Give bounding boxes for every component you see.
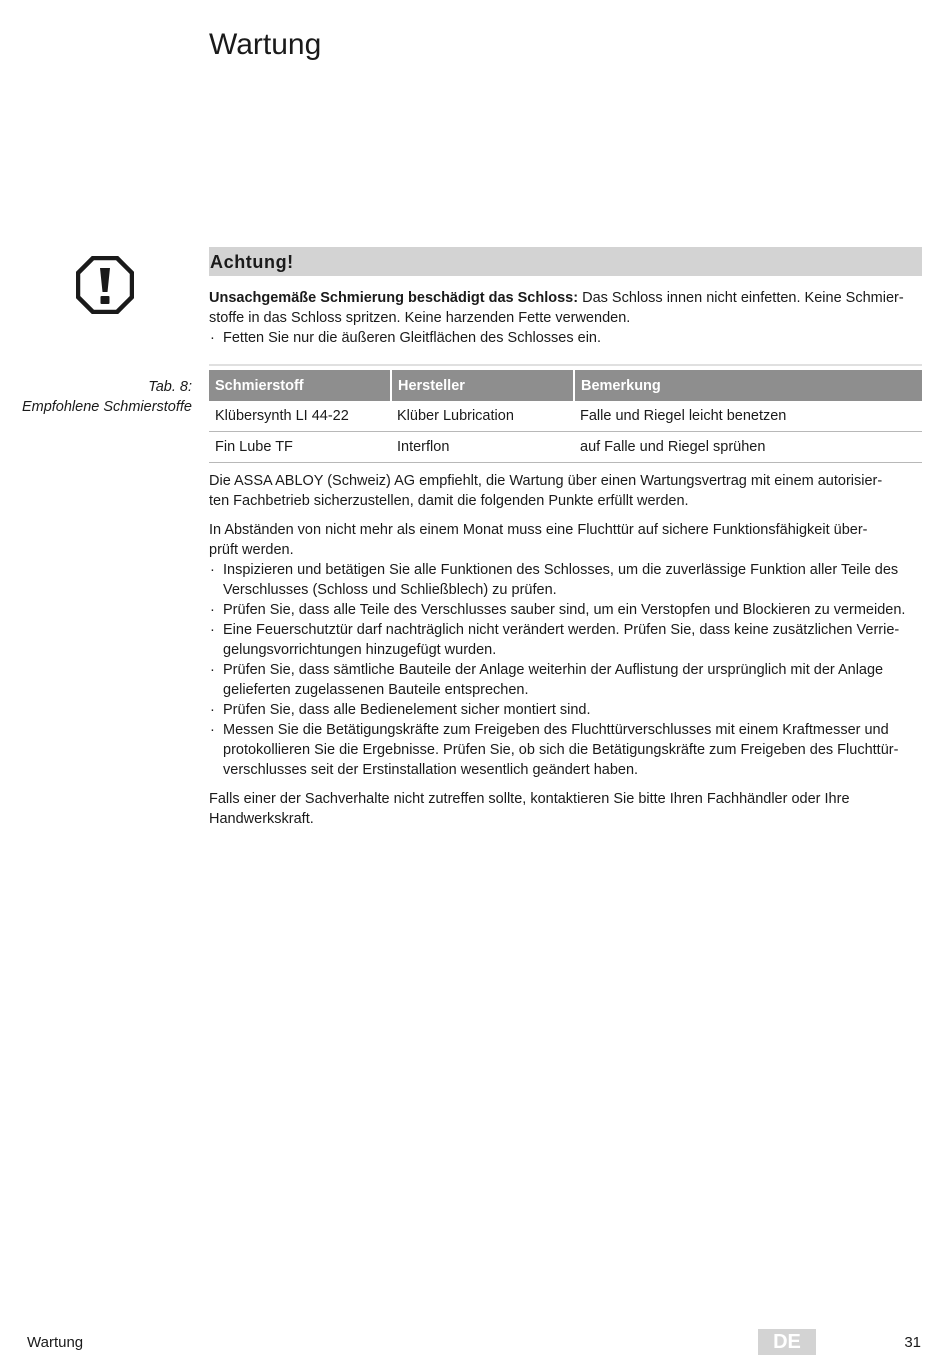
text-line: Prüfen Sie, dass sämtliche Bauteile der Anlage weiterhin der Auflistung der ursprünglich mit der Anlage — [223, 662, 884, 678]
text-line: Falls einer der Sachverhalte nicht zutreffen sollte, kontaktieren Sie bitte Ihren Fachhändler oder Ihre — [209, 791, 850, 807]
notice-bullet: · Fetten Sie nur die äußeren Gleitflächen des Schlosses ein. — [209, 328, 922, 348]
table-caption-title: Empfohlene Schmierstoffe — [21, 399, 192, 415]
paragraph-contact — [209, 789, 924, 829]
column-header-lubricant: Schmierstoff — [209, 370, 391, 401]
notice-heading: Achtung! — [209, 247, 922, 276]
body-text — [209, 471, 924, 838]
list-item — [209, 620, 924, 660]
table-cell: Fin Lube TF — [209, 432, 391, 463]
table-top-rule — [209, 364, 922, 366]
text-line: Handwerkskraft. — [209, 811, 314, 827]
page-number: 31 — [904, 1334, 921, 1351]
table-cell: Klübersynth LI 44-22 — [209, 401, 391, 432]
list-item — [209, 700, 924, 720]
notice-lead — [209, 288, 922, 308]
notice-lead-text: Das Schloss innen nicht einfetten. Keine Schmier- — [578, 290, 904, 306]
notice-bullets — [209, 328, 922, 348]
footer-section-title: Wartung — [27, 1334, 84, 1351]
column-header-manufacturer: Hersteller — [391, 370, 574, 401]
text-line: gelungsvorrichtungen hinzugefügt wurden. — [223, 642, 497, 658]
column-header-remark: Bemerkung — [574, 370, 922, 401]
table-caption-label: Tab. 8: — [148, 379, 192, 395]
list-item — [209, 560, 924, 600]
text-line: Inspizieren und betätigen Sie alle Funktionen des Schlosses, um die zuverlässige Funktion aller Teile des — [223, 562, 899, 578]
text-line: Verschlusses (Schloss und Schließblech) zu prüfen. — [223, 582, 557, 598]
list-item — [209, 600, 924, 620]
text-line: In Abständen von nicht mehr als einem Monat muss eine Fluchttür auf sichere Funktionsfähigkeit über- — [209, 522, 868, 538]
table-header-row — [209, 370, 922, 401]
text-line: Eine Feuerschutztür darf nachträglich nicht verändert werden. Prüfen Sie, dass keine zusätzlichen Verrie- — [223, 622, 900, 638]
text-line: gelieferten zugelassenen Bauteile entsprechen. — [223, 682, 529, 698]
page-title: Wartung — [209, 28, 322, 61]
notice-lead-text-cont: stoffe in das Schloss spritzen. Keine harzenden Fette verwenden. — [209, 310, 631, 326]
table-caption — [0, 377, 192, 417]
text-line: Prüfen Sie, dass alle Teile des Verschlusses sauber sind, um ein Verstopfen und Blockieren zu vermeiden. — [223, 602, 906, 618]
table-row — [209, 432, 922, 463]
table-cell: auf Falle und Riegel sprühen — [574, 432, 922, 463]
text-line: ten Fachbetrieb sicherzustellen, damit die folgenden Punkte erfüllt werden. — [209, 493, 689, 509]
table-cell: Klüber Lubrication — [391, 401, 574, 432]
table-cell: Interflon — [391, 432, 574, 463]
list-item — [209, 720, 924, 780]
text-line: Die ASSA ABLOY (Schweiz) AG empfiehlt, die Wartung über einen Wartungsvertrag mit einem autorisier- — [209, 473, 883, 489]
language-badge: DE — [758, 1329, 816, 1355]
list-item — [209, 660, 924, 700]
maintenance-checklist — [209, 560, 924, 780]
table-row — [209, 401, 922, 432]
notice-lead-bold: Unsachgemäße Schmierung beschädigt das Schloss: — [209, 290, 579, 306]
text-line: Prüfen Sie, dass alle Bedienelement sicher montiert sind. — [223, 702, 591, 718]
warning-notice — [209, 247, 922, 348]
exclamation-octagon-icon — [76, 256, 134, 314]
text-line: verschlusses seit der Erstinstallation wesentlich geändert haben. — [223, 762, 639, 778]
paragraph-recommendation — [209, 471, 924, 511]
notice-body — [209, 288, 922, 348]
table-cell: Falle und Riegel leicht benetzen — [574, 401, 922, 432]
lubricant-table — [209, 370, 922, 463]
paragraph-interval — [209, 520, 924, 560]
text-line: Messen Sie die Betätigungskräfte zum Freigeben des Fluchttürverschlusses mit einem Kraftmesser und — [223, 722, 889, 738]
text-line: protokollieren Sie die Ergebnisse. Prüfen Sie, ob sich die Betätigungskräfte zum Freigeben des Fluchttür- — [223, 742, 899, 758]
text-line: prüft werden. — [209, 542, 294, 558]
